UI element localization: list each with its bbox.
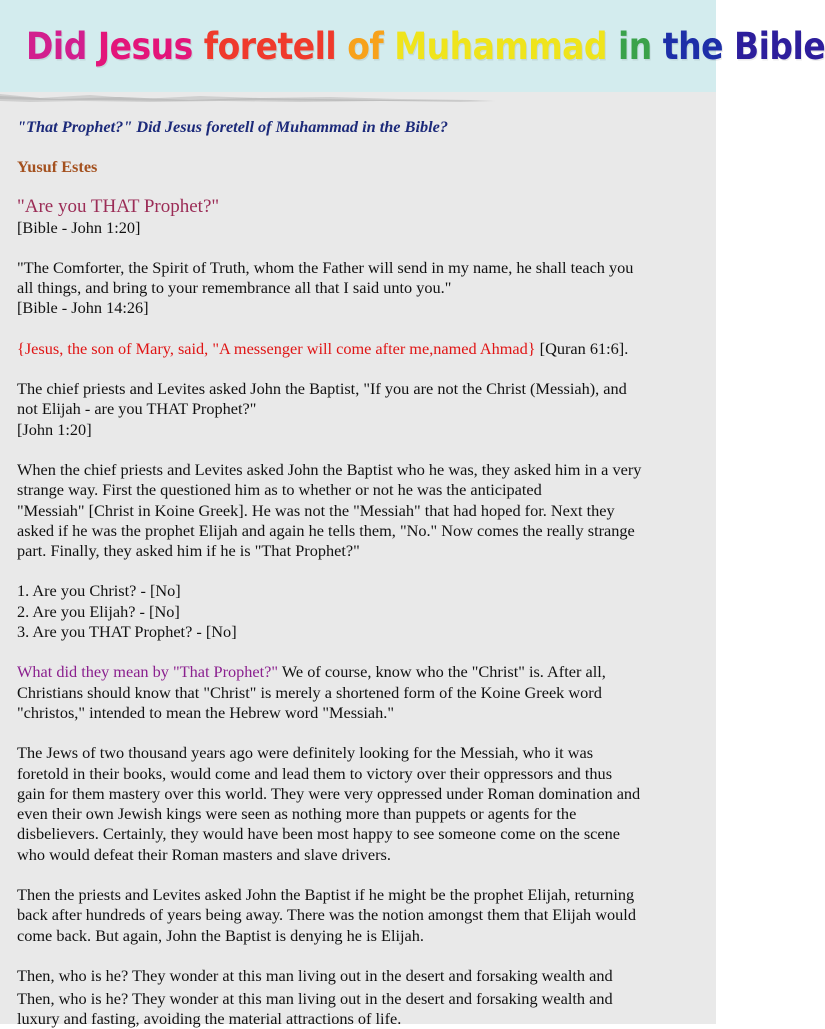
paragraph-line: Then, who is he? They wonder at this man living out in the desert and forsaking wealth and [17,989,613,1008]
bible-reference: [Bible - John 14:26] [17,298,149,318]
banner-word: foretell [203,24,348,69]
paragraph-line: The Jews of two thousand years ago were definitely looking for the Messiah, who it was [17,743,594,763]
paragraph-line: part. Finally, they asked him if he is "That Prophet?" [17,541,360,561]
banner-word: Muhammad [394,24,618,69]
paragraph-line: "The Comforter, the Spirit of Truth, whom the Father will send in my name, he shall teach you [17,257,634,277]
paragraph-line: strange way. First the questioned him as to whether or not he was the anticipated [17,480,542,500]
paragraph-line: asked if he was the prophet Elijah and again he tells them, "No." Now comes the really strange [17,520,635,540]
paragraph-line: luxury and fasting, avoiding the material attractions of life. [17,1009,402,1028]
paragraph-line-rest: We of course, know who the "Christ" is. After all, [278,662,606,682]
banner-word: the [662,24,734,69]
bible-reference: [John 1:20] [17,419,92,439]
question-item: 1. Are you Christ? - [No] [17,581,181,601]
paragraph-line: The chief priests and Levites asked John the Baptist, "If you are not the Christ (Messiah), and [17,379,627,399]
banner-word: Jesus [97,24,204,69]
paragraph-line: Then, who is he? They wonder at this man living out in the desert and forsaking wealth and [17,965,613,985]
torn-paper-divider [0,92,500,106]
paragraph-line: Then the priests and Levites asked John the Baptist if he might be the prophet Elijah, returning [17,885,635,905]
article-body [17,114,707,986]
paragraph-line: not Elijah - are you THAT Prophet?" [17,399,257,419]
bible-reference: [Bible - John 1:20] [17,217,141,237]
paragraph-line: even their own Jewish kings were seen as nothing more than puppets or agents for the [17,804,577,824]
paragraph-line: disbelievers. Certainly, they would have been most happy to see someone come on the scene [17,824,620,844]
question-item: 2. Are you Elijah? - [No] [17,601,180,621]
title-banner [0,0,825,92]
quran-quote-paragraph [17,339,707,359]
paragraph-line: "Messiah" [Christ in Koine Greek]. He was not the "Messiah" that had hoped for. Next they [17,500,615,520]
banner-title [26,20,825,74]
quran-reference: [Quran 61:6]. [535,338,629,358]
author-name: Yusuf Estes [17,157,98,177]
paragraph-line: who would defeat their Roman masters and slave drivers. [17,844,391,864]
banner-word: in [618,24,663,69]
paragraph-line: foretold in their books, would come and lead them to victory over their oppressors and thus [17,763,613,783]
paragraph-line: Christians should know that "Christ" is merely a shortened form of the Koine Greek word [17,682,602,702]
paragraph-line: gain for them mastery over this world. They were very oppressed under Roman domination and [17,783,641,803]
paragraph-line: "christos," intended to mean the Hebrew word "Messiah." [17,702,394,722]
banner-word: of [347,24,395,69]
banner-word: Did [26,24,98,69]
quote-heading: "Are you THAT Prophet?" [17,195,220,217]
article-title: "That Prophet?" Did Jesus foretell of Muhammad in the Bible? [17,117,449,136]
question-item: 3. Are you THAT Prophet? - [No] [17,622,237,642]
banner-word: Bible [733,24,825,69]
paragraph-line: come back. But again, John the Baptist is denying he is Elijah. [17,925,424,945]
that-prophet-lead: What did they mean by "That Prophet?" [17,662,279,682]
overlapping-line-block [17,989,707,1029]
paragraph-line: When the chief priests and Levites asked John the Baptist who he was, they asked him in a very [17,459,642,479]
paragraph-line: back after hundreds of years being away. There was the notion amongst them that Elijah would [17,905,636,925]
paragraph-line [17,662,707,682]
quran-quote: {Jesus, the son of Mary, said, "A messenger will come after me,named Ahmad} [17,338,536,358]
paragraph-line: all things, and bring to your remembrance all that I said unto you." [17,278,452,298]
